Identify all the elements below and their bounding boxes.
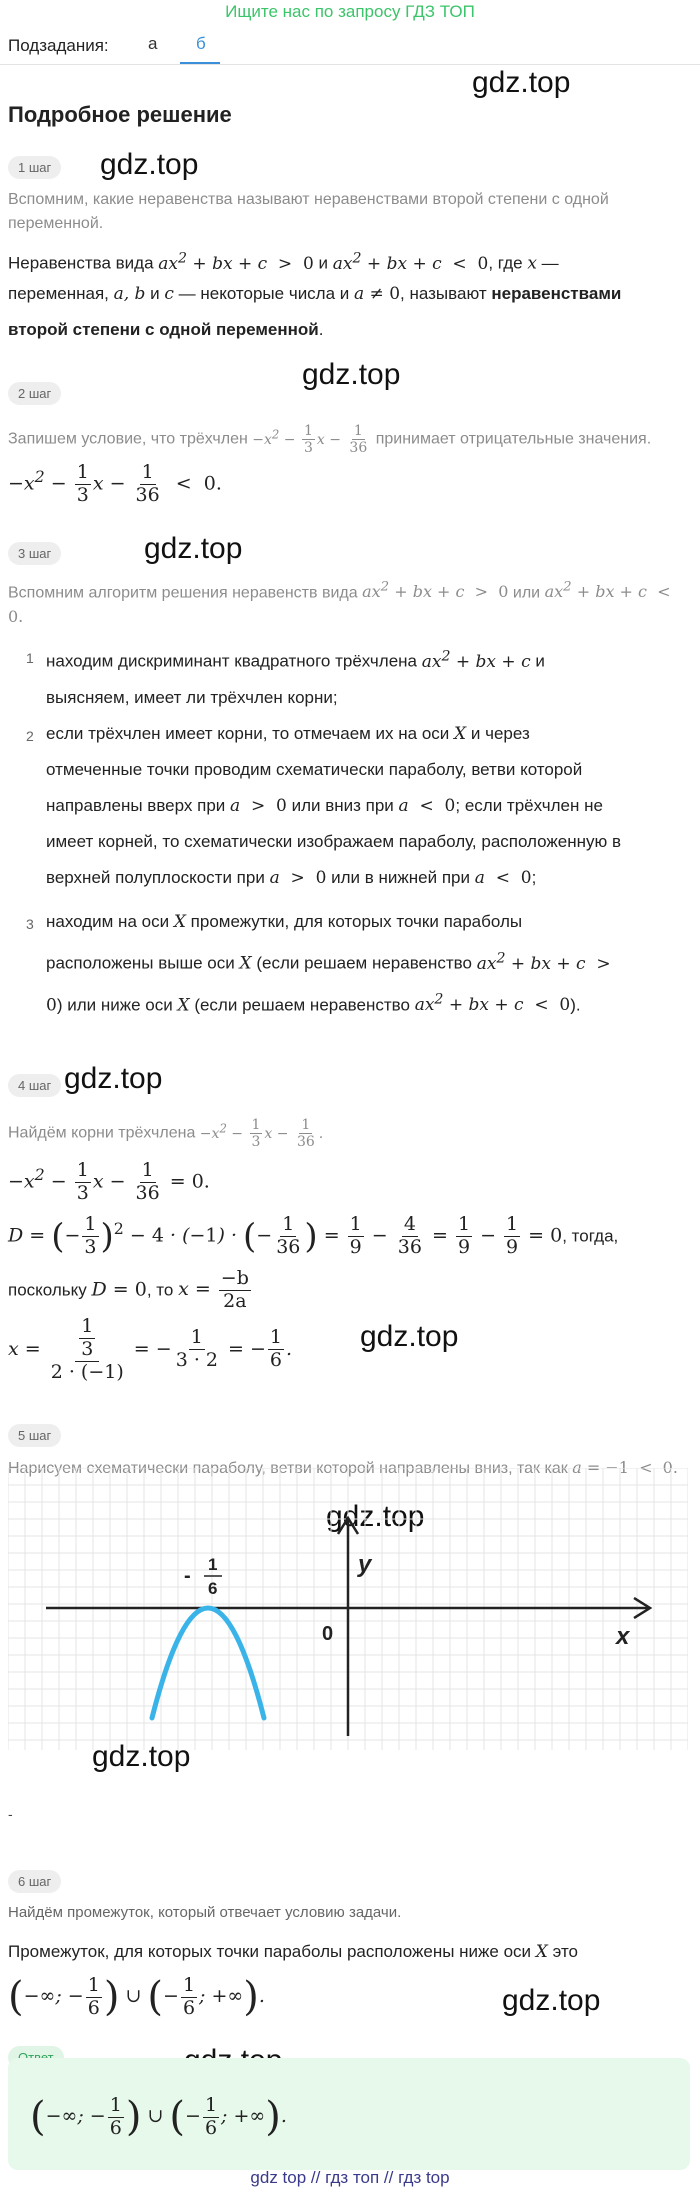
text: Найдём корни трёхчлена bbox=[8, 1124, 196, 1142]
footer-links: gdz top // гдз топ // гдз top bbox=[250, 2168, 450, 2187]
watermark: gdz.top bbox=[326, 1500, 425, 1533]
root-label-numerator: 1 bbox=[208, 1555, 218, 1574]
watermark: gdz.top bbox=[144, 532, 243, 565]
text: и bbox=[318, 253, 329, 273]
step-4-intro: Найдём корни трёхчлена $-x^2$ − $\frac{1}{3}$ x − $\frac{1}{36}$ . bbox=[8, 1117, 324, 1151]
tabs-divider bbox=[0, 64, 700, 65]
list-item: если трёхчлен имеет корни, то отмечаем их на оси X и через отмеченные точки проводим схематически параболу, ветви которой направлены вверх при a > 0 или вниз при a < 0; если трёхчлен не имеет корней, то схематически изображаем параболу, расположенную в верхней полуплоскости при a > 0 или в нижней при a < 0; bbox=[46, 724, 622, 888]
text: , тогда, bbox=[562, 1226, 619, 1246]
text: Вспомним алгоритм решения неравенств вида bbox=[8, 584, 358, 602]
text: или вниз при bbox=[291, 796, 394, 815]
text: , то bbox=[146, 1280, 174, 1300]
watermark: gdz.top bbox=[92, 1740, 191, 1773]
x-axis-label: x bbox=[616, 1623, 630, 1650]
text: (если решаем неравенство bbox=[194, 995, 410, 1015]
watermark: gdz.top bbox=[302, 358, 401, 391]
text: или bbox=[512, 584, 541, 602]
text: поскольку bbox=[8, 1280, 87, 1300]
step-4-discriminant: D = (− $\frac{1}{3}$ )$^2$ − 4 · (−1) · (− $\frac{1}{36}$ ) = $\frac{1}{9}$ − $\frac{4}{36}$ = $\frac{1}{9}$ − $\frac{1}{9}$ = 0, тогда, bbox=[8, 1213, 619, 1258]
text: расположены выше оси bbox=[46, 953, 235, 973]
text: — bbox=[541, 253, 559, 273]
text: выясняем, имеет ли трёхчлен корни; bbox=[46, 687, 338, 707]
text: переменная, bbox=[8, 284, 109, 303]
step-1-definition-line-1: Неравенства вида $ax^2$ + bx + c > 0 и $ax^2$ + bx + c < 0, где x — bbox=[8, 250, 559, 274]
text: верхней полуплоскости при bbox=[46, 868, 265, 887]
list-item-number: 2 bbox=[26, 728, 34, 744]
text: Нарисуем схематически параболу, ветви которой направлены вниз, так как bbox=[8, 1460, 568, 1477]
step-3-badge: 3 шаг bbox=[8, 542, 61, 565]
text: и через bbox=[470, 724, 530, 743]
step-4-since: поскольку D = 0, то x = $\frac{-b}{2a}$ bbox=[8, 1267, 249, 1312]
step-6-text: Промежуток, для которых точки параболы расположены ниже оси X это bbox=[8, 1942, 578, 1962]
subtasks-label: Подзадания: bbox=[8, 36, 109, 55]
text: или в нижней при bbox=[331, 868, 471, 887]
step-1-intro: Вспомним, какие неравенства называют неравенствами второй степени с одной переменной. bbox=[8, 191, 609, 232]
stray-mark: - bbox=[8, 1806, 13, 1822]
step-4-root: x = $\frac{\frac{1}{3}}{2 \cdot (-1)}$ = − $\frac{1}{3 \cdot 2}$ = − $\frac{1}{6}$ . bbox=[8, 1315, 293, 1383]
parabola-curve bbox=[152, 1608, 264, 1718]
text: находим на оси bbox=[46, 912, 170, 931]
answer-interval: (−∞; − $\frac{1}{6}$ ) ∪ (− $\frac{1}{6}$ ; +∞). bbox=[30, 2093, 287, 2140]
step-4-badge: 4 шаг bbox=[8, 1074, 61, 1097]
step-1-badge: 1 шаг bbox=[8, 156, 61, 179]
list-item: находим на оси X промежутки, для которых точки параболы расположены выше оси X (если решаем неравенство $ax^2$ + bx + c > 0) или ниже оси X (если решаем неравенство $ax^2$ + bx + c < 0). bbox=[46, 912, 611, 1016]
text: это bbox=[552, 1942, 578, 1961]
step-5-badge: 5 шаг bbox=[8, 1424, 61, 1447]
step-1-definition-line-2: переменная, a, b и c — некоторые числа и a ≠ 0, называют неравенствами bbox=[8, 284, 622, 304]
origin-label: 0 bbox=[322, 1623, 334, 1645]
root-label-denominator: 6 bbox=[208, 1579, 218, 1598]
text: имеет корней, то схематически изображаем параболу, расположенную в bbox=[46, 832, 622, 851]
step-2-badge: 2 шаг bbox=[8, 382, 61, 405]
text: ) или ниже оси bbox=[56, 995, 173, 1015]
step-6-intro: Найдём промежуток, который отвечает условию задачи. bbox=[8, 1904, 402, 1921]
watermark: gdz.top bbox=[64, 1062, 163, 1095]
text: Неравенства вида bbox=[8, 253, 154, 273]
step-6-interval: (−∞; − $\frac{1}{6}$ ) ∪ (− $\frac{1}{6}$ ; +∞). bbox=[8, 1973, 265, 2020]
watermark: gdz.top bbox=[502, 1984, 601, 2017]
text: (если решаем неравенство bbox=[256, 953, 472, 973]
text: , называют bbox=[400, 284, 487, 303]
step-5-intro: Нарисуем схематически параболу, ветви которой направлены вниз, так как a = −1 < 0. bbox=[8, 1458, 678, 1477]
step-2-inequality: $-x^2$ − $\frac{1}{3}$ x − $\frac{1}{36}$ < 0. bbox=[8, 461, 222, 506]
text: и bbox=[535, 651, 545, 671]
text: Промежуток, для которых точки параболы расположены ниже оси bbox=[8, 1942, 532, 1961]
tab-b[interactable]: б bbox=[196, 34, 206, 53]
text: Запишем условие, что трёхчлен bbox=[8, 430, 248, 448]
parabola-graph bbox=[8, 1468, 688, 1750]
text: направлены вверх при bbox=[46, 796, 226, 815]
step-6-badge: 6 шаг bbox=[8, 1870, 61, 1893]
list-item-number: 1 bbox=[26, 650, 34, 666]
page-title: Подробное решение bbox=[8, 102, 232, 127]
watermark: gdz.top bbox=[100, 148, 199, 181]
bold-term: второй степени с одной переменной bbox=[8, 320, 319, 339]
step-4-equation: $-x^2$ − $\frac{1}{3}$ x − $\frac{1}{36}$ = 0. bbox=[8, 1159, 210, 1204]
text: принимает отрицательные значения. bbox=[375, 430, 652, 448]
step-1-definition-line-3: второй степени с одной переменной. bbox=[8, 320, 324, 339]
watermark: gdz.top bbox=[360, 1320, 459, 1353]
bold-term: неравенствами bbox=[491, 284, 622, 303]
list-item-number: 3 bbox=[26, 916, 34, 932]
text: отмеченные точки проводим схематически параболу, ветви которой bbox=[46, 760, 583, 779]
search-banner: Ищите нас по запросу ГДЗ ТОП bbox=[225, 2, 475, 21]
text: — некоторые числа и bbox=[178, 284, 350, 303]
root-label-minus: - bbox=[184, 1565, 191, 1587]
list-item: находим дискриминант квадратного трёхчлена $ax^2$ + bx + c и выясняем, имеет ли трёхчлен корни; bbox=[46, 648, 545, 707]
step-2-intro: Запишем условие, что трёхчлен $-x^2$ − $\frac{1}{3}$ x − $\frac{1}{36}$ принимает отрицательные значения. bbox=[8, 423, 652, 457]
step-3-intro: Вспомним алгоритм решения неравенств вида $ax^2$ + bx + c > 0 или $ax^2$ + bx + c < 0. bbox=[8, 580, 676, 627]
text: находим дискриминант квадратного трёхчлена bbox=[46, 651, 418, 671]
text: промежутки, для которых точки параболы bbox=[190, 912, 523, 931]
tab-a[interactable]: а bbox=[148, 34, 158, 53]
text: ; если трёхчлен не bbox=[455, 796, 603, 815]
text: если трёхчлен имеет корни, то отмечаем их на оси bbox=[46, 724, 450, 743]
text: , где bbox=[488, 253, 523, 273]
y-axis-label: y bbox=[358, 1551, 372, 1578]
watermark: gdz.top bbox=[472, 66, 571, 99]
